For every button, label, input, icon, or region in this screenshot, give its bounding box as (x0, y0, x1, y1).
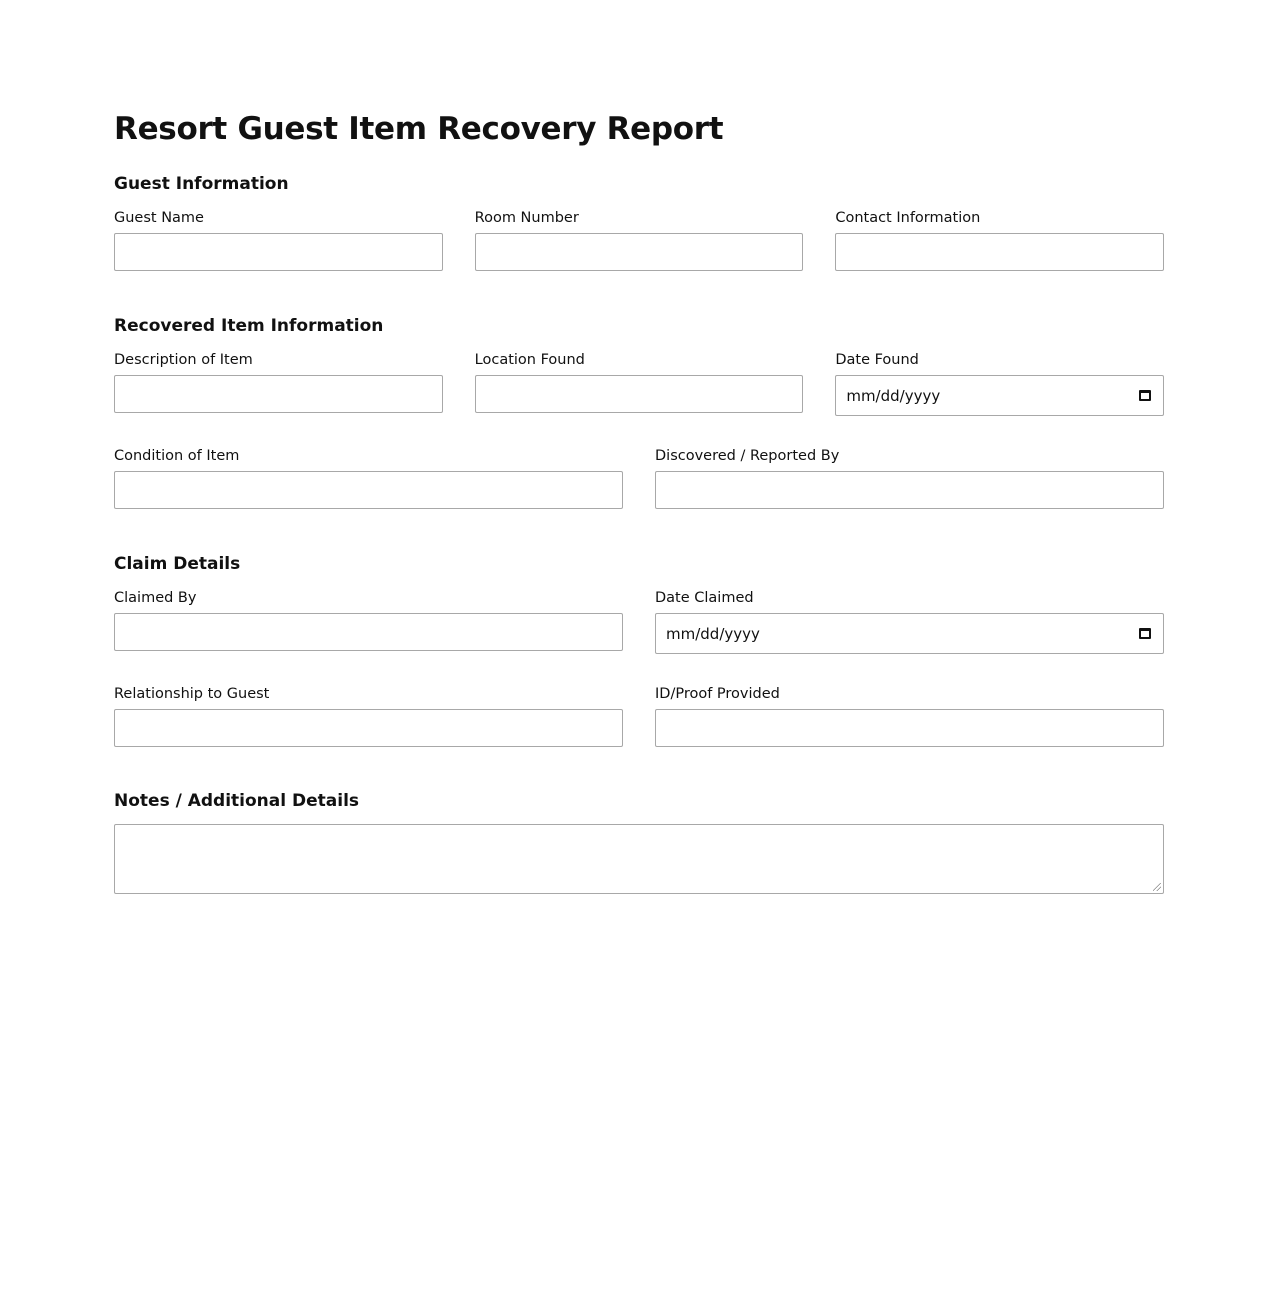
reported-by-label: Discovered / Reported By (655, 448, 840, 464)
section-recovered-item: Recovered Item Information (114, 316, 384, 336)
location-label: Location Found (474, 352, 585, 368)
date-found-placeholder: mm/dd/yyyy (846, 386, 941, 405)
location-input[interactable] (475, 375, 804, 413)
contact-input[interactable] (835, 233, 1164, 271)
date-found-label: Date Found (835, 352, 919, 368)
report-form (114, 109, 1164, 894)
notes-textarea[interactable] (114, 824, 1164, 894)
section-claim-details: Claim Details (114, 554, 241, 574)
calendar-icon[interactable] (1139, 628, 1151, 639)
room-number-input[interactable] (475, 233, 804, 271)
contact-label: Contact Information (835, 210, 981, 226)
date-found-input[interactable] (835, 375, 1164, 416)
date-claimed-input[interactable] (655, 613, 1164, 654)
section-notes: Notes / Additional Details (114, 791, 360, 811)
relationship-label: Relationship to Guest (114, 686, 270, 702)
condition-input[interactable] (114, 471, 623, 509)
date-claimed-placeholder: mm/dd/yyyy (666, 624, 760, 643)
section-guest-information: Guest Information (114, 174, 289, 194)
guest-name-label: Guest Name (114, 210, 204, 226)
claimed-by-label: Claimed By (114, 590, 197, 606)
claimed-by-input[interactable] (114, 613, 623, 651)
condition-label: Condition of Item (114, 448, 240, 464)
calendar-icon[interactable] (1139, 390, 1151, 401)
description-label: Description of Item (114, 352, 253, 368)
resize-handle-icon[interactable] (1153, 883, 1161, 891)
room-number-label: Room Number (474, 210, 579, 226)
page-title: Resort Guest Item Recovery Report (114, 111, 724, 147)
relationship-input[interactable] (114, 709, 623, 747)
date-claimed-label: Date Claimed (655, 590, 754, 606)
id-proof-label: ID/Proof Provided (655, 686, 780, 702)
description-input[interactable] (114, 375, 443, 413)
guest-name-input[interactable] (114, 233, 443, 271)
reported-by-input[interactable] (655, 471, 1164, 509)
id-proof-input[interactable] (655, 709, 1164, 747)
